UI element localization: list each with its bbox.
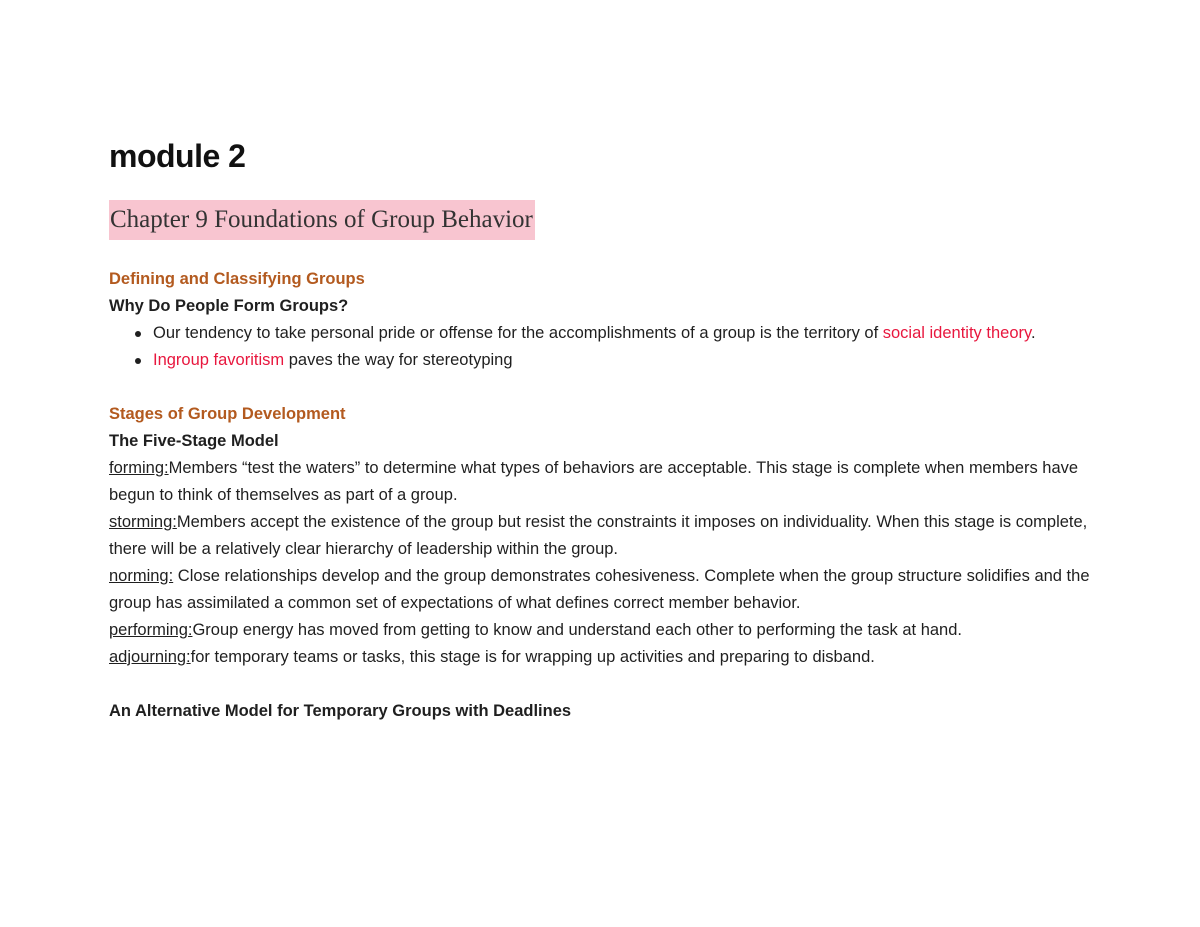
bullet-dot-icon — [135, 331, 141, 337]
list-item — [153, 320, 1109, 347]
keyword-ingroup-favoritism: Ingroup favoritism — [153, 351, 285, 369]
stage-paragraph-forming — [109, 455, 1109, 509]
section-heading-group-development: Stages of Group Development — [109, 405, 346, 423]
chapter-row — [109, 174, 1109, 240]
section-heading-defining-groups: Defining and Classifying Groups — [109, 270, 365, 288]
stage-description: Group energy has moved from getting to know and understand each other to performing the task at hand. — [192, 621, 962, 639]
stage-term: forming: — [109, 459, 169, 477]
list-item — [153, 347, 1109, 374]
subheading-why-form-groups: Why Do People Form Groups? — [109, 297, 349, 315]
stage-description: Close relationships develop and the group demonstrates cohesiveness. Complete when the group structure solidifies and the group has assimilated a common set of expectations of what defines correct member behavior. — [109, 567, 1090, 612]
page-title: module 2 — [109, 138, 246, 174]
stage-paragraph-norming — [109, 563, 1109, 617]
stage-description: Members accept the existence of the group but resist the constraints it imposes on individuality. When this stage is complete, there will be a relatively clear hierarchy of leadership within the group. — [109, 513, 1088, 558]
keyword-social-identity-theory: social identity theory — [882, 324, 1032, 342]
stage-paragraph-storming — [109, 509, 1109, 563]
subheading-alternative-model: An Alternative Model for Temporary Groups with Deadlines — [109, 702, 572, 720]
stage-term: adjourning: — [109, 648, 191, 666]
stage-paragraph-adjourning — [109, 644, 1109, 671]
bullet-dot-icon — [135, 358, 141, 364]
stage-term: performing: — [109, 621, 193, 639]
stage-term: storming: — [109, 513, 177, 531]
subheading-five-stage-model: The Five-Stage Model — [109, 432, 279, 450]
stage-paragraph-performing — [109, 617, 1109, 644]
stage-description: Members “test the waters” to determine what types of behaviors are acceptable. This stage is complete when members have begun to think of themselves as part of a group. — [109, 459, 1079, 504]
bullet-text: Our tendency to take personal pride or offense for the accomplishments of a group is the territory of — [153, 324, 883, 342]
stage-description: for temporary teams or tasks, this stage is for wrapping up activities and preparing to disband. — [190, 648, 875, 666]
bullet-list — [109, 320, 1109, 374]
bullet-text-tail: . — [1031, 324, 1036, 342]
bullet-text-tail: paves the way for stereotyping — [284, 351, 513, 369]
document-page — [109, 138, 1109, 725]
chapter-heading: Chapter 9 Foundations of Group Behavior — [109, 200, 535, 240]
stage-term: norming: — [109, 567, 174, 585]
